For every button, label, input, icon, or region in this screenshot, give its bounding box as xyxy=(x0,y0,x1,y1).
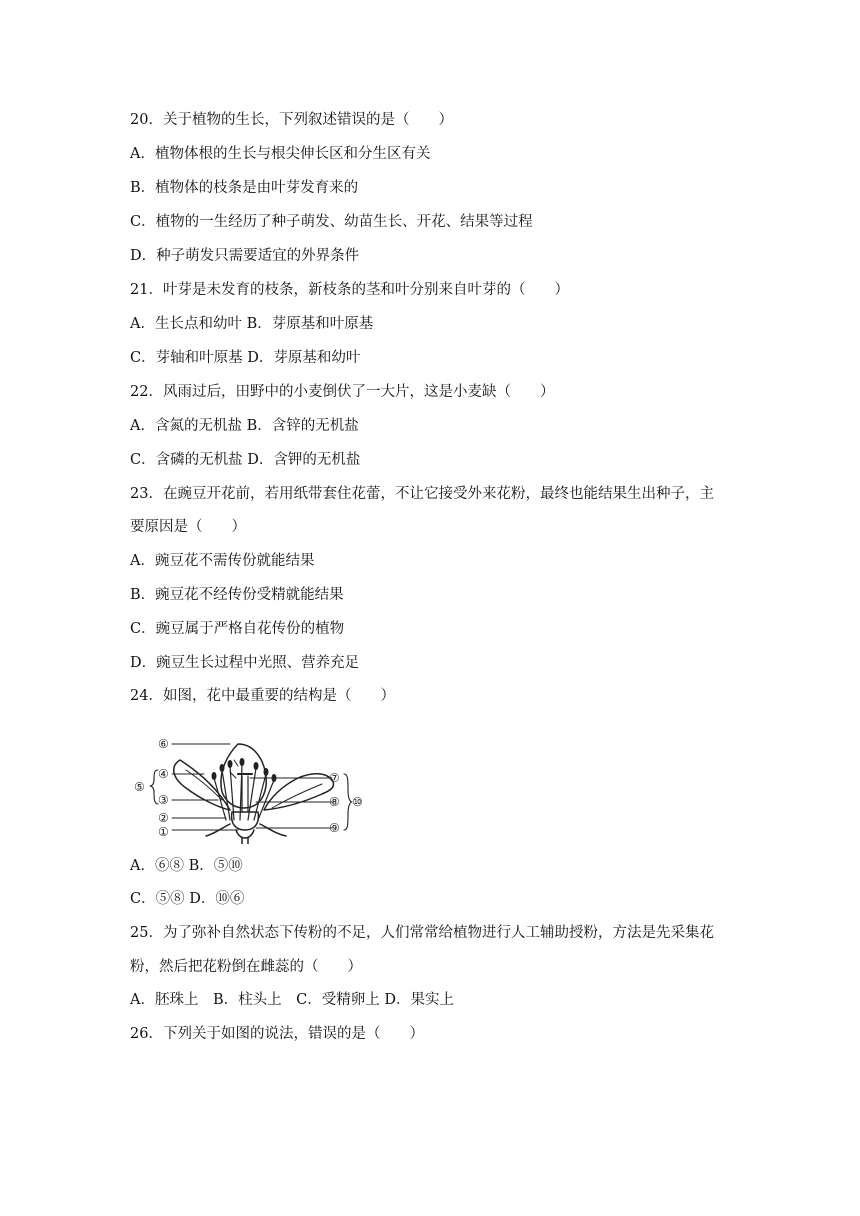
label-4: ④ xyxy=(158,767,169,781)
q24-stem: 24．如图，花中最重要的结构是（ ） xyxy=(130,688,395,704)
label-3: ③ xyxy=(158,793,169,807)
q25-options: A．胚珠上 B．柱头上 C．受精卵上 D．果实上 xyxy=(130,992,454,1008)
q20-stem: 20．关于植物的生长，下列叙述错误的是（ ） xyxy=(130,112,453,128)
label-5: ⑤ xyxy=(134,780,145,794)
q21-options-cd: C．芽轴和叶原基 D．芽原基和幼叶 xyxy=(130,350,361,366)
q24-options-cd: C．⑤⑧ D．⑩⑥ xyxy=(130,891,245,907)
q23-option-d: D．豌豆生长过程中光照、营养充足 xyxy=(130,655,360,671)
q22-stem: 22．风雨过后，田野中的小麦倒伏了一大片，这是小麦缺（ ） xyxy=(130,384,555,400)
q20-option-a: A．植物体根的生长与根尖伸长区和分生区有关 xyxy=(130,146,431,162)
flower-diagram-svg xyxy=(126,716,366,844)
q23-option-c: C．豌豆属于严格自花传份的植物 xyxy=(130,621,345,637)
q23-stem-line1: 23．在豌豆开花前，若用纸带套住花蕾，不让它接受外来花粉，最终也能结果生出种子，主 xyxy=(130,486,714,502)
label-1: ① xyxy=(158,825,169,839)
q22-options-cd: C．含磷的无机盐 D．含钾的无机盐 xyxy=(130,452,361,468)
ovary xyxy=(232,812,259,830)
q20-option-b: B．植物体的枝条是由叶芽发育来的 xyxy=(130,180,359,196)
q26-stem: 26．下列关于如图的说法，错误的是（ ） xyxy=(130,1026,424,1042)
receptacle xyxy=(236,830,254,838)
q21-options-ab: A．生长点和幼叶 B．芽原基和叶原基 xyxy=(130,316,374,332)
label-10: ⑩ xyxy=(352,795,363,809)
q23-option-b: B．豌豆花不经传份受精就能结果 xyxy=(130,587,344,603)
q22-options-ab: A．含氮的无机盐 B．含锌的无机盐 xyxy=(130,418,359,434)
label-6: ⑥ xyxy=(158,737,169,751)
label-2: ② xyxy=(158,811,169,825)
q23-stem-line2: 要原因是（ ） xyxy=(130,519,246,535)
brace-left xyxy=(150,770,158,804)
stem xyxy=(242,838,248,844)
petal-right-vein xyxy=(272,784,322,808)
q23-option-a: A．豌豆花不需传份就能结果 xyxy=(130,553,315,569)
q20-option-d: D．种子萌发只需要适宜的外界条件 xyxy=(130,248,360,264)
style xyxy=(242,776,248,812)
label-7: ⑦ xyxy=(329,771,340,785)
q25-stem-line1: 25．为了弥补自然状态下传粉的不足，人们常常给植物进行人工辅助授粉，方法是先采集花 xyxy=(130,925,714,941)
label-9: ⑨ xyxy=(329,821,340,835)
q20-option-c: C．植物的一生经历了种子萌发、幼苗生长、开花、结果等过程 xyxy=(130,214,533,230)
q25-stem-line2: 粉，然后把花粉倒在雌蕊的（ ） xyxy=(130,959,362,975)
q24-options-ab: A．⑥⑧ B．⑤⑩ xyxy=(130,858,243,874)
flower-diagram xyxy=(126,716,366,844)
label-8: ⑧ xyxy=(329,795,340,809)
q21-stem: 21．叶芽是未发育的枝条，新枝条的茎和叶分别来自叶芽的（ ） xyxy=(130,282,569,298)
brace-right xyxy=(344,774,352,830)
